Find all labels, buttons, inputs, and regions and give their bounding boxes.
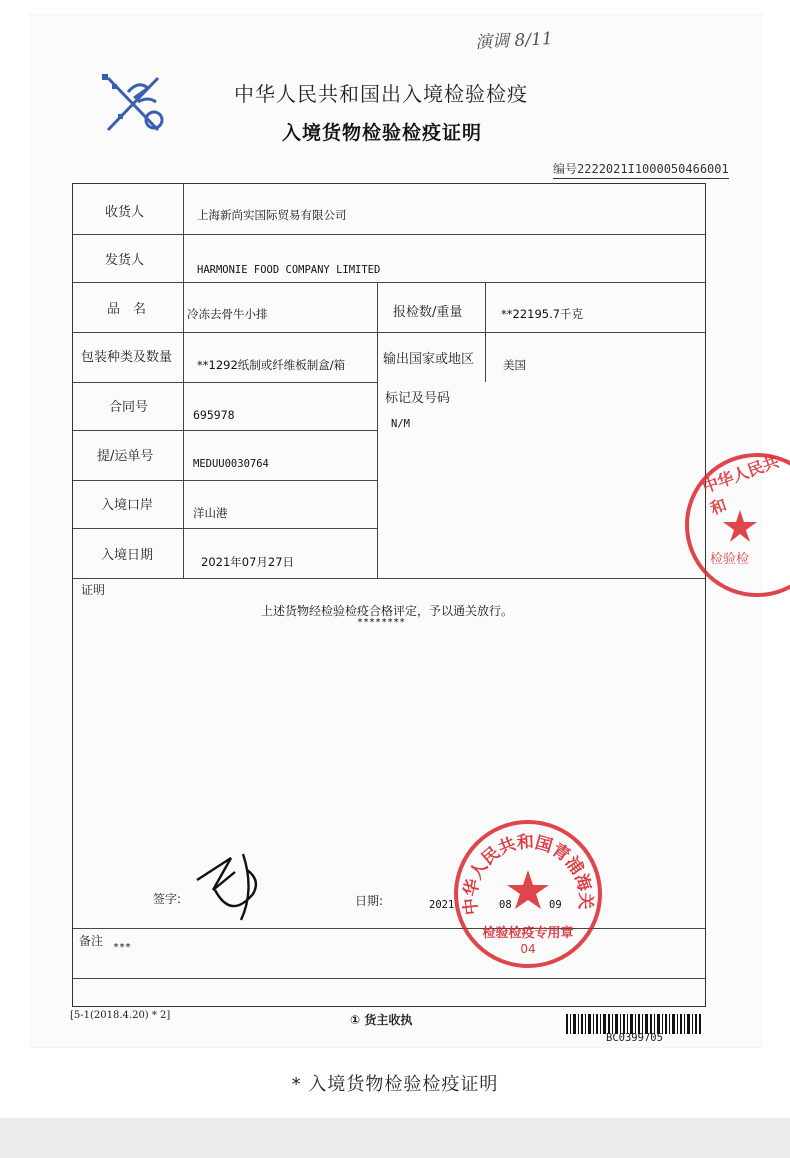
certification-stars: ******** — [357, 617, 406, 628]
bill-value: MEDUU0030764 — [193, 458, 269, 470]
origin-label: 输出国家或地区 — [383, 352, 475, 367]
port-value: 洋山港 — [193, 506, 228, 520]
country-title: 中华人民共和国出入境检验检疫 — [234, 82, 528, 106]
weight-value: **22195.7千克 — [501, 307, 584, 321]
serial-value: 2222021I1000050466001 — [577, 162, 729, 176]
contract-value: 695978 — [193, 408, 235, 422]
edge-stamp — [682, 450, 790, 600]
handwritten-note: 演调 8/11 — [474, 28, 554, 54]
signature-label: 签字: — [153, 892, 182, 906]
image-caption: * 入境货物检验检疫证明 — [291, 1074, 499, 1095]
stamp-bottom-text: 检验检疫专用章 — [482, 926, 574, 941]
marks-value: N/M — [391, 418, 410, 430]
contract-label: 合同号 — [109, 400, 149, 415]
remarks-label: 备注 — [79, 934, 104, 948]
stamp-arc-text: 中华人民共和国青浦海关 — [460, 832, 596, 916]
product-label: 品 名 — [107, 302, 147, 317]
entry-date-label: 入境日期 — [101, 548, 154, 563]
copy-note: ① 货主收执 — [350, 1013, 413, 1027]
edge-stamp-bottom: 检验检 — [710, 552, 750, 567]
weight-label: 报检数/重量 — [393, 305, 463, 320]
origin-value: 美国 — [503, 358, 526, 372]
consignee-value: 上海新尚实国际贸易有限公司 — [197, 208, 347, 222]
issue-date-label: 日期: — [355, 894, 384, 908]
stamp-number: 04 — [520, 942, 536, 956]
remarks-value: *** — [113, 942, 132, 953]
customs-stamp — [452, 818, 604, 970]
issue-date-day: 09 — [549, 899, 562, 911]
edge-stamp-text: 中华人民共和 — [699, 451, 782, 519]
consignor-value: HARMONIE FOOD COMPANY LIMITED — [197, 264, 381, 276]
issue-date-year: 2021 — [429, 899, 455, 911]
barcode-number: BC0399705 — [606, 1032, 663, 1044]
barcode-icon — [566, 1014, 702, 1034]
certificate-title: 入境货物检验检疫证明 — [282, 122, 483, 144]
entry-date-value: 2021年07月27日 — [201, 555, 295, 569]
ciq-emblem-icon — [98, 72, 172, 134]
serial-number — [553, 160, 729, 179]
product-value: 冷冻去骨牛小排 — [187, 307, 268, 321]
serial-label: 编号 — [553, 162, 578, 176]
certificate-table — [72, 183, 706, 1007]
package-label: 包装种类及数量 — [81, 350, 173, 365]
bill-label: 提/运单号 — [97, 449, 154, 464]
marks-label: 标记及号码 — [385, 391, 451, 406]
certification-statement: 上述货物经检验检疫合格评定，予以通关放行。 — [261, 604, 514, 618]
package-value: **1292纸制或纤维板制盒/箱 — [197, 358, 346, 372]
consignee-label: 收货人 — [105, 205, 145, 220]
signature-icon — [191, 850, 267, 922]
certification-label: 证明 — [81, 583, 106, 597]
form-code: [5-1(2018.4.20) * 2] — [70, 1010, 171, 1021]
issue-date-month: 08 — [499, 899, 512, 911]
port-label: 入境口岸 — [101, 498, 154, 513]
consignor-label: 发货人 — [105, 253, 145, 268]
